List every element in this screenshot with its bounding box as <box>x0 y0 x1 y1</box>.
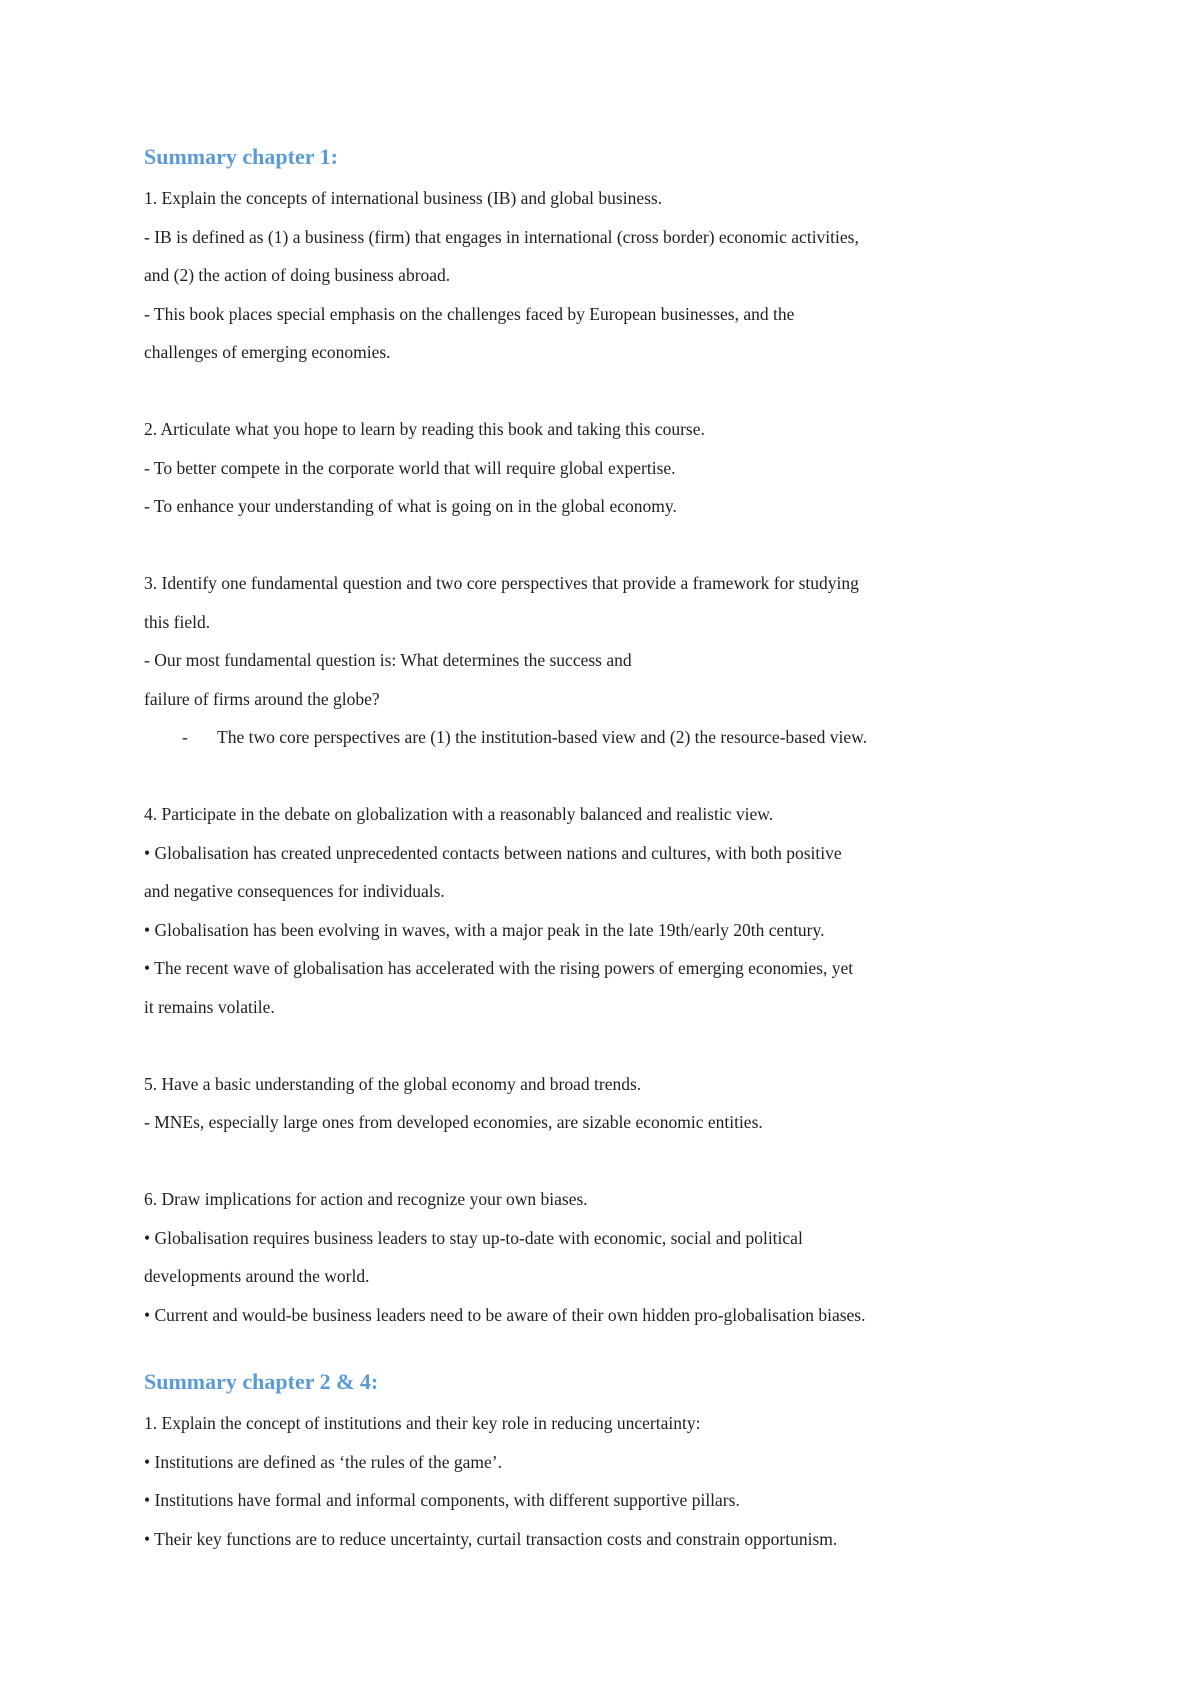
paragraph-line: • Globalisation has created unprecedented contacts between nations and cultures, with both positive <box>144 842 842 863</box>
paragraph-line: it remains volatile. <box>144 996 275 1017</box>
paragraph-spacer <box>144 757 1064 796</box>
paragraph-line: 5. Have a basic understanding of the global economy and broad trends. <box>144 1073 642 1094</box>
paragraph-spacer <box>144 372 1064 411</box>
dash-marker: - <box>182 727 188 747</box>
paragraph-spacer <box>144 1142 1064 1181</box>
paragraph-line: - This book places special emphasis on the challenges faced by European businesses, and the <box>144 303 795 324</box>
section-spacer <box>144 1346 1064 1368</box>
paragraph-line: 4. Participate in the debate on globalization with a reasonably balanced and realistic view. <box>144 804 774 824</box>
paragraph-line: • Current and would-be business leaders need to be aware of their own hidden pro-globalisation biases. <box>144 1304 866 1325</box>
paragraph-line: developments around the world. <box>144 1266 370 1286</box>
paragraph-line: - To better compete in the corporate world that will require global expertise. <box>144 457 676 478</box>
paragraph-line: • Globalisation has been evolving in waves, with a major peak in the late 19th/early 20th century. <box>144 919 825 940</box>
paragraph-line: and negative consequences for individuals. <box>144 881 445 901</box>
paragraph-line: 3. Identify one fundamental question and two core perspectives that provide a framework for studying <box>144 573 859 593</box>
section-chapter-2-4 <box>144 1346 1064 1558</box>
paragraph-line: • Institutions have formal and informal components, with different supportive pillars. <box>144 1490 740 1510</box>
dash-item-text: The two core perspectives are (1) the institution-based view and (2) the resource-based view. <box>217 727 868 747</box>
paragraph-line: this field. <box>144 611 211 632</box>
block-6 <box>144 1180 1064 1334</box>
section-heading: Summary chapter 2 & 4: <box>144 1369 379 1394</box>
section-heading: Summary chapter 1: <box>144 144 338 169</box>
paragraph-line: • The recent wave of globalisation has accelerated with the rising powers of emerging economies, yet <box>144 958 854 978</box>
block-4 <box>144 795 1064 1026</box>
paragraph-line: • Globalisation requires business leaders to stay up-to-date with economic, social and political <box>144 1227 803 1248</box>
document-content <box>144 143 1064 1558</box>
paragraph-line: 1. Explain the concept of institutions and their key role in reducing uncertainty: <box>144 1413 701 1433</box>
block-5 <box>144 1065 1064 1142</box>
paragraph-spacer <box>144 526 1064 565</box>
paragraph-line: - MNEs, especially large ones from developed economies, are sizable economic entities. <box>144 1112 763 1132</box>
paragraph-line: - To enhance your understanding of what is going on in the global economy. <box>144 496 677 516</box>
paragraph-line: - Our most fundamental question is: What determines the success and <box>144 650 632 670</box>
paragraph-spacer <box>144 1026 1064 1065</box>
block-1 <box>144 1404 1064 1558</box>
paragraph-line: failure of firms around the globe? <box>144 688 380 709</box>
paragraph-line: 6. Draw implications for action and recognize your own biases. <box>144 1189 588 1209</box>
paragraph-line: • Their key functions are to reduce uncertainty, curtail transaction costs and constrain opportunism. <box>144 1528 838 1549</box>
paragraph-line: • Institutions are defined as ‘the rules of the game’. <box>144 1451 502 1472</box>
dash-list-item <box>144 718 1064 757</box>
paragraph-line: - IB is defined as (1) a business (firm) that engages in international (cross border) economic activities, <box>144 226 859 247</box>
paragraph-line: challenges of emerging economies. <box>144 342 391 362</box>
paragraph-line: 2. Articulate what you hope to learn by reading this book and taking this course. <box>144 419 705 439</box>
block-3 <box>144 564 1064 757</box>
block-2 <box>144 410 1064 526</box>
section-chapter-1 <box>144 143 1064 1334</box>
block-1 <box>144 179 1064 372</box>
paragraph-line: 1. Explain the concepts of international business (IB) and global business. <box>144 188 663 208</box>
paragraph-line: and (2) the action of doing business abroad. <box>144 265 451 285</box>
